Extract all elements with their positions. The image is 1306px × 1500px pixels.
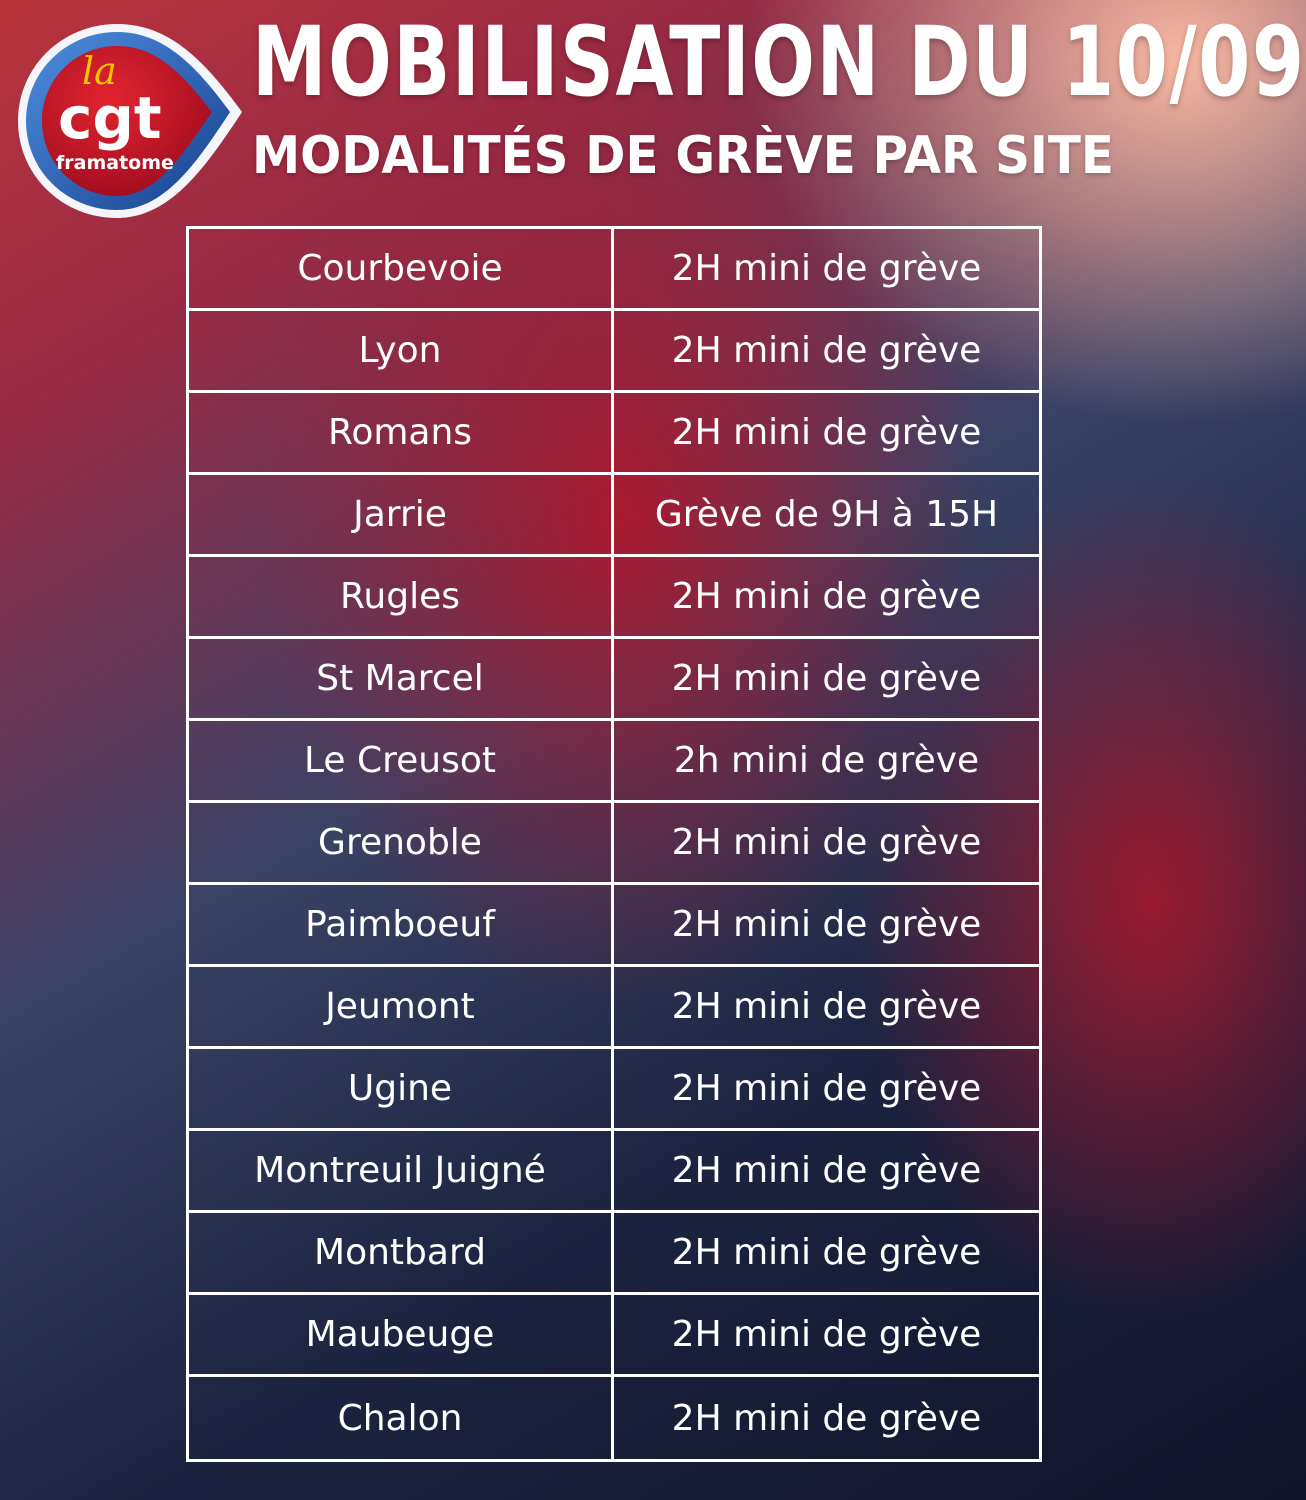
modalite-cell: 2H mini de grève bbox=[614, 229, 1039, 311]
modalite-cell: 2H mini de grève bbox=[671, 1397, 982, 1439]
modalite-cell: 2H mini de grève bbox=[614, 803, 1039, 885]
modalite-cell: Grève de 9H à 15H bbox=[614, 475, 1039, 557]
cgt-framatome-logo bbox=[14, 20, 244, 225]
site-cell: Ugine bbox=[189, 1049, 614, 1131]
site-cell: Montbard bbox=[189, 1213, 614, 1295]
site-cell: Maubeuge bbox=[189, 1295, 614, 1377]
modalite-cell: 2H mini de grève bbox=[614, 1131, 1039, 1213]
site-cell: St Marcel bbox=[189, 639, 614, 721]
modalite-cell: 2H mini de grève bbox=[614, 1213, 1039, 1295]
logo-la-text: la bbox=[82, 49, 117, 93]
page-subtitle: MODALITÉS DE GRÈVE PAR SITE bbox=[252, 126, 1114, 186]
page-title: MOBILISATION DU 10/09 bbox=[252, 6, 1306, 118]
modalite-cell: 2H mini de grève bbox=[614, 1295, 1039, 1377]
modalite-cell: 2H mini de grève bbox=[614, 311, 1039, 393]
modalite-cell: 2H mini de grève bbox=[614, 639, 1039, 721]
site-cell: Lyon bbox=[189, 311, 614, 393]
modalite-cell: 2H mini de grève bbox=[614, 885, 1039, 967]
site-cell: Chalon bbox=[189, 1377, 614, 1459]
site-cell: Courbevoie bbox=[189, 229, 614, 311]
logo-framatome-text: framatome bbox=[56, 152, 174, 174]
site-cell: Jeumont bbox=[189, 967, 614, 1049]
modalite-cell: 2H mini de grève bbox=[614, 967, 1039, 1049]
site-cell: Le Creusot bbox=[189, 721, 614, 803]
site-cell: Montreuil Juigné bbox=[189, 1131, 614, 1213]
site-cell: Jarrie bbox=[189, 475, 614, 557]
site-cell: Grenoble bbox=[189, 803, 614, 885]
site-cell: Paimboeuf bbox=[189, 885, 614, 967]
cgt-logo-icon bbox=[14, 20, 244, 225]
logo-cgt-text: cgt bbox=[58, 84, 162, 152]
modalite-cell: 2H mini de grève bbox=[614, 393, 1039, 475]
site-cell: Romans bbox=[189, 393, 614, 475]
modalite-cell: 2H mini de grève bbox=[614, 557, 1039, 639]
modalite-cell: 2H mini de grève bbox=[614, 1049, 1039, 1131]
modalite-cell: 2h mini de grève bbox=[614, 721, 1039, 803]
strike-table bbox=[186, 226, 1042, 1462]
site-cell: Rugles bbox=[189, 557, 614, 639]
